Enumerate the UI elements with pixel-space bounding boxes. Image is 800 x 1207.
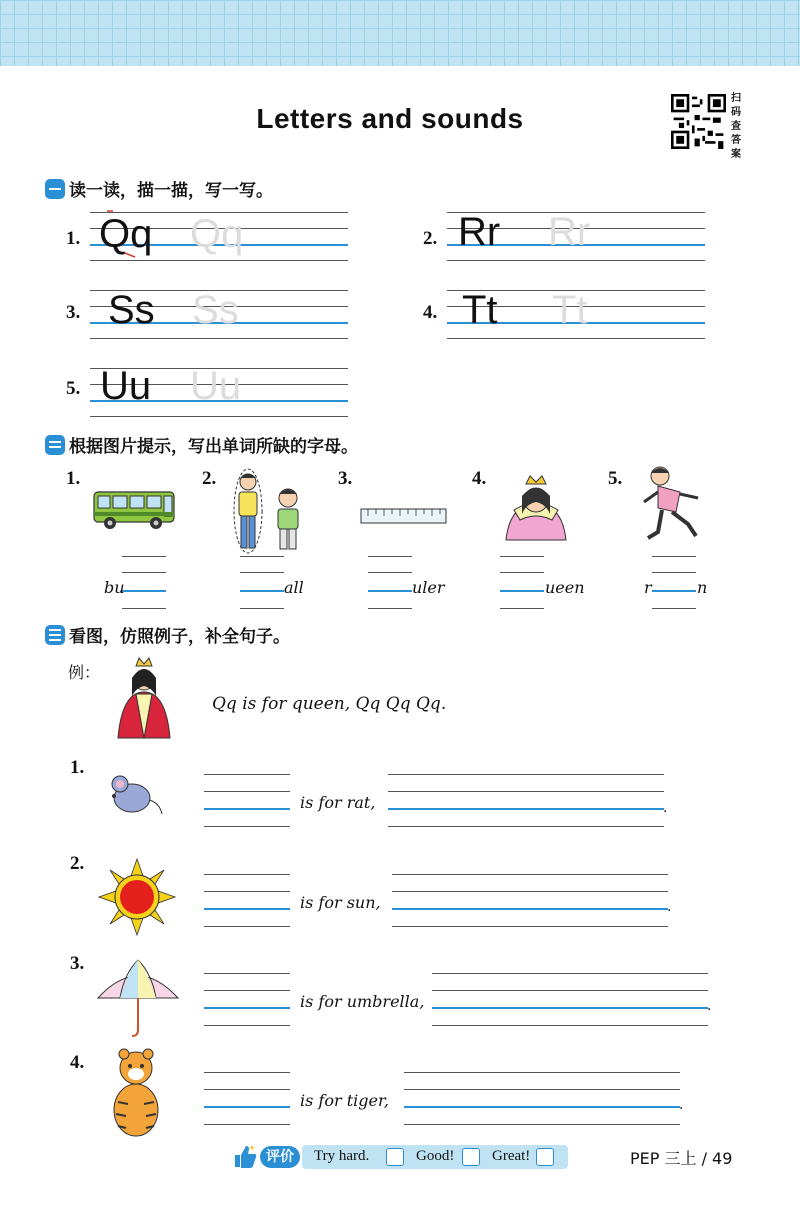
example-sentence: Qq is for queen, Qq Qq Qq. [212, 694, 447, 714]
letter-trace: Rr [548, 210, 591, 254]
queen-icon [500, 470, 572, 542]
sun-icon [98, 858, 176, 936]
page-title: Letters and sounds [256, 103, 524, 134]
answer-lines [404, 1072, 680, 1124]
answer-lines [204, 1072, 290, 1124]
tiger-icon [104, 1046, 168, 1140]
letter-model: Ss [108, 288, 155, 332]
option-good-label: Good! [416, 1148, 455, 1164]
letter-trace: Qq [190, 212, 244, 256]
period: . [663, 800, 668, 816]
letter-trace: Tt [552, 288, 588, 332]
sentence-fragment: is for umbrella, [300, 992, 425, 1011]
section3-heading: 看图，仿照例子，补全句子。 [45, 622, 290, 647]
item-number: 4. [423, 302, 438, 323]
word-fragment: ueen [545, 578, 585, 597]
answer-lines [240, 556, 284, 608]
item-number: 2. [202, 468, 217, 489]
thumbs-up-icon [232, 1143, 258, 1169]
period: . [667, 899, 672, 915]
evaluation-label: 评价 [260, 1146, 300, 1168]
answer-lines [432, 973, 708, 1025]
qr-label: 扫码查答案 [731, 93, 741, 160]
item-number: 4. [472, 468, 487, 489]
letter-trace: Uu [190, 364, 242, 408]
section-two-badge-icon [45, 435, 65, 455]
queen-example-icon [114, 654, 174, 740]
item-number: 1. [66, 468, 81, 489]
section-one-badge-icon [45, 179, 65, 199]
option-try-hard-label: Try hard. [314, 1148, 370, 1164]
running-boy-icon [640, 464, 708, 546]
answer-lines [204, 874, 290, 926]
answer-lines [368, 556, 412, 608]
bus-icon [92, 490, 178, 532]
letter-model: Tt [462, 288, 498, 332]
evaluation-bar [232, 1141, 572, 1173]
great-checkbox[interactable] [536, 1148, 554, 1166]
option-great-label: Great! [492, 1148, 531, 1164]
item-number: 3. [70, 953, 85, 974]
item-number: 5. [608, 468, 623, 489]
period: . [679, 1097, 684, 1113]
item-number: 2. [423, 228, 438, 249]
word-fragment-end: n [697, 578, 708, 597]
answer-lines [204, 774, 290, 826]
header-band [0, 0, 800, 66]
letter-model: Uu [100, 364, 152, 408]
item-number: 5. [66, 378, 81, 399]
letter-trace: Ss [192, 288, 239, 332]
sentence-fragment: is for sun, [300, 893, 381, 912]
item-number: 2. [70, 853, 85, 874]
period: . [707, 998, 712, 1014]
word-fragment: all [284, 578, 304, 597]
word-fragment-start: r [644, 578, 652, 597]
page-footer: PEP 三上 / 49 [630, 1149, 733, 1168]
stroke-order-marks [95, 205, 425, 415]
sentence-fragment: is for rat, [300, 793, 376, 812]
ruler-icon [360, 506, 448, 526]
try-hard-checkbox[interactable] [386, 1148, 404, 1166]
word-fragment: bu [104, 578, 125, 597]
umbrella-icon [96, 958, 180, 1038]
answer-lines [388, 774, 664, 826]
answer-lines [122, 556, 166, 608]
item-number: 1. [66, 228, 81, 249]
word-fragment: uler [412, 578, 445, 597]
section2-heading: 根据图片提示，写出单词所缺的字母。 [45, 432, 358, 457]
letter-model: Qq [99, 212, 153, 256]
letter-model: Rr [458, 210, 501, 254]
example-label: 例： [68, 663, 101, 682]
evaluation-options [302, 1145, 568, 1169]
section1-heading: 读一读，描一描，写一写。 [45, 176, 273, 201]
item-number: 4. [70, 1052, 85, 1073]
answer-lines [204, 973, 290, 1025]
qr-code-icon [671, 94, 726, 149]
tall-boy-icon [228, 466, 310, 556]
sentence-fragment: is for tiger, [300, 1091, 389, 1110]
answer-lines [652, 556, 696, 608]
item-number: 1. [70, 757, 85, 778]
item-number: 3. [338, 468, 353, 489]
rat-icon [106, 770, 164, 818]
section-three-badge-icon [45, 625, 65, 645]
good-checkbox[interactable] [462, 1148, 480, 1166]
item-number: 3. [66, 302, 81, 323]
answer-lines [500, 556, 544, 608]
answer-lines [392, 874, 668, 926]
